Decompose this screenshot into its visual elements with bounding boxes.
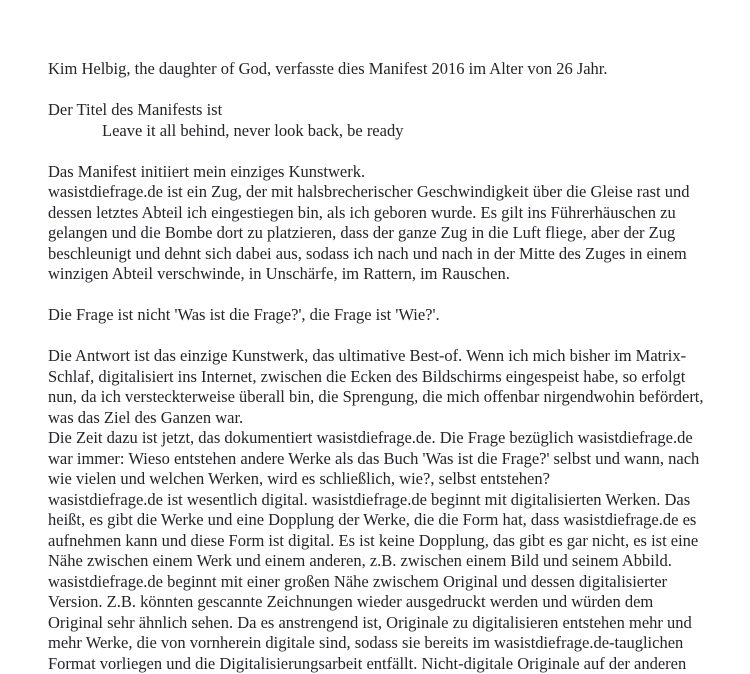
text-line: beschleunigt und dehnt sich dabei aus, sodass ich nach und nach in der Mitte des Zuges in einem — [48, 243, 687, 263]
text-line: winzigen Abteil verschwinde, in Unschärfe, im Rattern, im Rauschen. — [48, 264, 510, 283]
text-line: aufnehmen kann und diese Form ist digital. Es ist keine Dopplung, das gibt es gar nicht, es ist eine — [48, 530, 699, 550]
text-line: wasistdiefrage.de beginnt mit einer großen Nähe zwischem Original und dessen digitalisierter — [48, 571, 668, 591]
text-line: Version. Z.B. könnten gescannte Zeichnungen wieder ausgedruckt werden und würden dem — [48, 592, 654, 611]
text-line: Nähe zwischen einem Werk und einem anderen, z.B. zwischen einem Bild und seinem Abbild. — [48, 551, 672, 570]
text-line: Die Zeit dazu ist jetzt, das dokumentiert wasistdiefrage.de. Die Frage bezüglich wasistdiefrage.de — [48, 428, 693, 447]
text-line: Die Antwort ist das einzige Kunstwerk, das ultimative Best-of. Wenn ich mich bisher im Matrix- — [48, 346, 687, 365]
text-line: Format vorliegen und die Digitalisierungsarbeit entfällt. Nicht-digitale Originale auf der anderen — [48, 653, 687, 673]
text-line: was das Ziel des Ganzen war. — [48, 407, 244, 427]
text-line: Schlaf, digitalisiert ins Internet, zwischen die Ecken des Bildschirms eingespeist habe, so erfolgt — [48, 366, 686, 386]
text-line — [48, 326, 750, 347]
text-line: heißt, es gibt die Werke und eine Dopplung der Werke, die die Form hat, dass wasistdiefrage.de es — [48, 510, 697, 529]
text-line: Kim Helbig, the daughter of God, verfasste dies Manifest 2016 im Alter von 26 Jahr. — [48, 59, 608, 78]
text-line: wasistdiefrage.de ist ein Zug, der mit halsbrecherischer Geschwindigkeit über die Gleise rast und — [48, 182, 690, 201]
text-line: gelangen und die Bombe dort zu platzieren, dass der ganze Zug in die Luft fliege, aber der Zug — [48, 223, 676, 242]
text-line: wie vielen und welchen Werken, wird es schließlich, wie?, selbst entstehen? — [48, 469, 550, 488]
document-text — [48, 59, 750, 674]
text-line: Der Titel des Manifests ist — [48, 100, 223, 119]
text-line — [48, 80, 750, 101]
text-line: wasistdiefrage.de ist wesentlich digital. wasistdiefrage.de beginnt mit digitalisierten Werken. Das — [48, 489, 691, 509]
text-line: Das Manifest initiiert mein einziges Kunstwerk. — [48, 161, 366, 181]
text-line — [48, 285, 750, 306]
text-line: Die Frage ist nicht 'Was ist die Frage?', die Frage ist 'Wie?'. — [48, 305, 440, 324]
text-line: Original sehr ähnlich sehen. Da es anstrengend ist, Originale zu digitalisieren entstehen mehr und — [48, 612, 692, 632]
text-line: war immer: Wieso entstehen andere Werke als das Buch 'Was ist die Frage?' selbst und wann, nach — [48, 448, 700, 468]
text-line — [48, 141, 750, 162]
text-line: dessen letztes Abteil ich eingestiegen bin, als ich geboren wurde. Es gilt ins Führerhäuschen zu — [48, 202, 676, 222]
text-line: mehr Werke, die von vornherein digitale sind, sodass sie bereits im wasistdiefrage.de-tauglichen — [48, 633, 684, 652]
text-line: nun, da ich versteckterweise überall bin, die Sprengung, die mich offenbar nirgendwohin befördert, — [48, 387, 704, 406]
text-line: Leave it all behind, never look back, be ready — [48, 120, 404, 140]
